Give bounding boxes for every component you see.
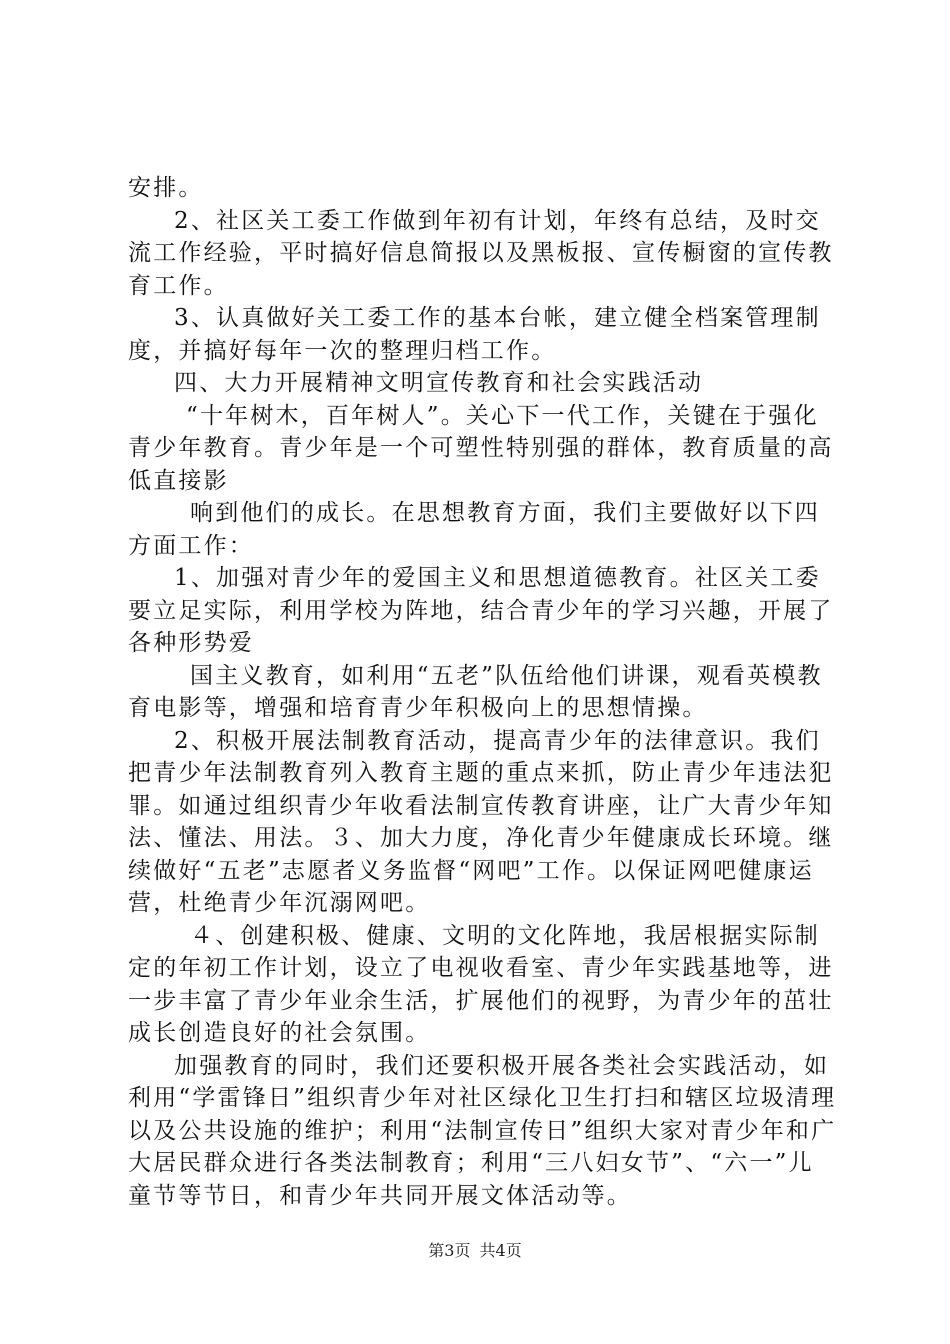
page-total: 共4页 [479,1241,522,1260]
page-footer [0,1241,950,1261]
paragraph-item-3-archives: 3、认真做好关工委工作的基本台帐，建立健全档案管理制度，并搞好每年一次的整理归档工作。 [128,305,821,364]
paragraph-item-2-legal-education: 2、积极开展法制教育活动，提高青少年的法律意识。我们把青少年法制教育列入教育主题的重点来抓，防止青少年违法犯罪。如通过组织青少年收看法制宣传教育讲座，让广大青少年知法、懂法、用法。３、加大力度，净化青少年健康成长环境。继续做好“五老”志愿者义务监督“网吧”工作。以保证网吧健康运营，杜绝青少年沉溺网吧。 [128,727,834,916]
paragraph-item-1-patriotism: 1、加强对青少年的爱国主义和思想道德教育。社区关工委要立足实际，利用学校为阵地，结合青少年的学习兴趣，开展了各种形势爱 [128,565,834,656]
section-heading-four: 四、大力开展精神文明宣传教育和社会实践活动 [174,370,704,396]
paragraph-item-4-cultural-base: ４、创建积极、健康、文明的文化阵地，我居根据实际制定的年初工作计划，设立了电视收看室、青少年实践基地等，进一步丰富了青少年业余生活，扩展他们的视野，为青少年的茁壮成长创造良好的社会氛围。 [128,922,834,1046]
paragraph-arrangement: 安排。 [128,175,204,201]
paragraph-continuation-patriotism: 国主义教育，如利用“五老”队伍给他们讲课，观看英模教育电影等，增强和培育青少年积极向上的思想情操。 [128,662,823,721]
paragraph-continuation-growth: 响到他们的成长。在思想教育方面，我们主要做好以下四方面工作： [128,500,820,559]
paragraph-social-practice: 加强教育的同时，我们还要积极开展各类社会实践活动，如利用“学雷锋日”组织青少年对社区绿化卫生打扫和辖区垃圾清理以及公共设施的维护；利用“法制宣传日”组织大家对青少年和广大居民群众进行各类法制教育；利用“三八妇女节”、“六一”儿童节等节日，和青少年共同开展文体活动等。 [128,1052,837,1209]
paragraph-quote-education: “十年树木，百年树人”。关心下一代工作，关键在于强化青少年教育。青少年是一个可塑性特别强的群体，教育质量的高低直接影 [128,402,834,494]
document-body [128,172,838,1212]
paragraph-item-2-planning: 2、社区关工委工作做到年初有计划，年终有总结，及时交流工作经验，平时搞好信息简报以及黑板报、宣传橱窗的宣传教育工作。 [128,207,834,299]
page-number: 第3页 [428,1241,471,1260]
